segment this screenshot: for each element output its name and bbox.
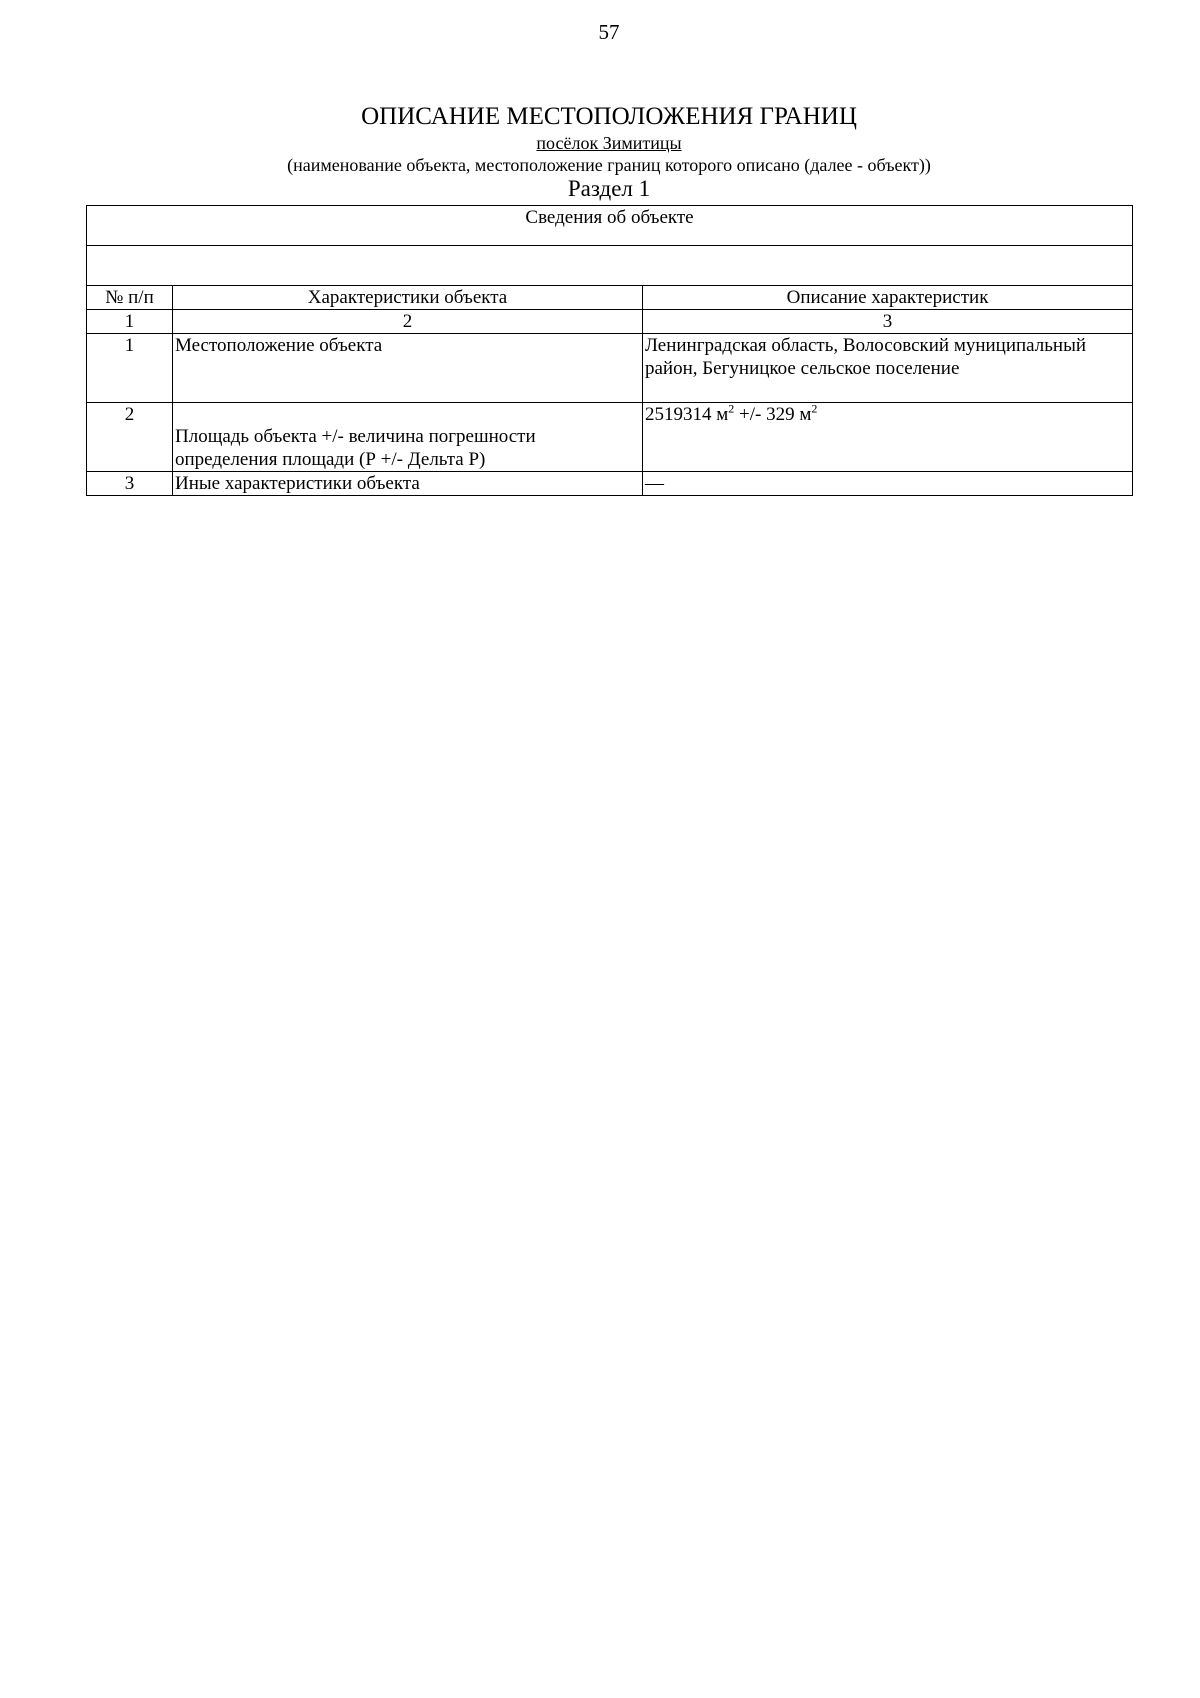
column-number-1: 1 (87, 310, 173, 334)
table-empty-row (87, 246, 1133, 286)
table-row (87, 334, 1133, 403)
row-description: Ленинградская область, Волосовский муниципальный район, Бегуницкое сельское поселение (643, 334, 1133, 403)
page-number: 57 (598, 20, 620, 44)
header-characteristic: Характеристики объекта (173, 286, 643, 310)
header-number: № п/п (87, 286, 173, 310)
row-number: 1 (87, 334, 173, 403)
header-description: Описание характеристик (643, 286, 1133, 310)
table-header-row (87, 286, 1133, 310)
row-number: 3 (87, 472, 173, 496)
tolerance-unit-exponent: 2 (811, 401, 818, 416)
row-characteristic: Местоположение объекта (173, 334, 643, 403)
column-number-2: 2 (173, 310, 643, 334)
column-number-row (87, 310, 1133, 334)
section-title: Раздел 1 (567, 176, 651, 201)
row-number: 2 (87, 403, 173, 472)
object-name-caption: (наименование объекта, местоположение границ которого описано (далее - объект)) (287, 155, 931, 175)
object-info-table (86, 205, 1133, 496)
area-value: 2519314 м (645, 404, 729, 425)
document-title: ОПИСАНИЕ МЕСТОПОЛОЖЕНИЯ ГРАНИЦ (361, 103, 857, 130)
row-characteristic: Площадь объекта +/- величина погрешности определения площади (Р +/- Дельта Р) (173, 403, 643, 472)
table-caption: Сведения об объекте (87, 206, 1133, 246)
table-row (87, 403, 1133, 472)
table-caption-row (87, 206, 1133, 246)
object-name: посёлок Зимитицы (536, 133, 682, 153)
table-row (87, 472, 1133, 496)
empty-cell (87, 246, 1133, 286)
row-characteristic: Иные характеристики объекта (173, 472, 643, 496)
column-number-3: 3 (643, 310, 1133, 334)
document-header (0, 102, 1200, 202)
row-description (643, 403, 1133, 472)
area-tolerance: +/- 329 м (734, 404, 812, 425)
row-description: — (643, 472, 1133, 496)
area-unit-exponent: 2 (728, 401, 735, 416)
